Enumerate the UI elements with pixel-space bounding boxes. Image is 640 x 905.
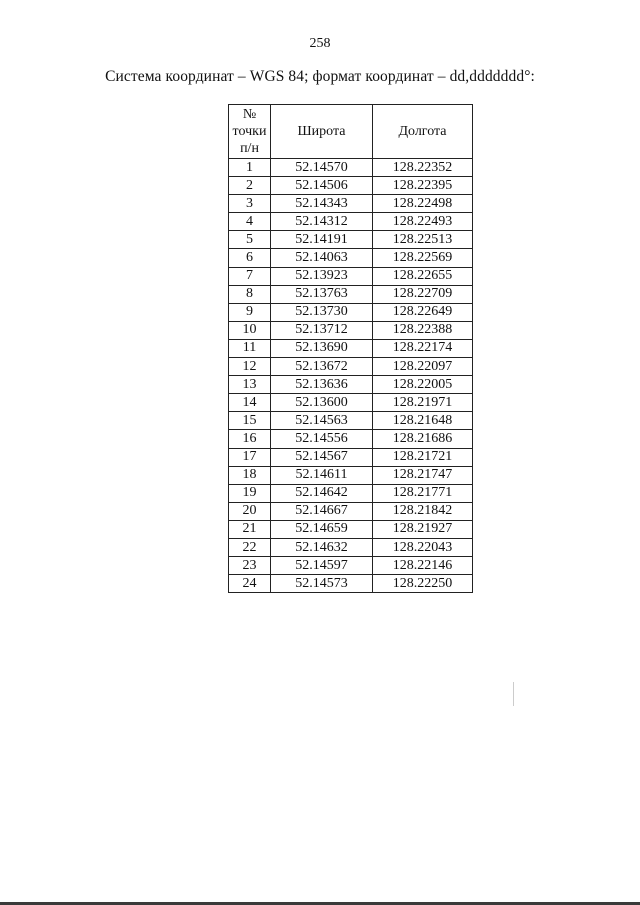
table-row	[229, 285, 473, 303]
point-number-cell: 8	[229, 285, 271, 303]
page-number: 258	[309, 36, 331, 51]
latitude-cell: 52.14570	[271, 159, 373, 177]
longitude-cell: 128.22146	[373, 557, 473, 575]
point-number-cell: 4	[229, 213, 271, 231]
latitude-cell: 52.13730	[271, 303, 373, 321]
point-number-cell: 9	[229, 303, 271, 321]
latitude-cell: 52.14191	[271, 231, 373, 249]
point-number-cell: 10	[229, 321, 271, 339]
latitude-cell: 52.13672	[271, 358, 373, 376]
table-row	[229, 394, 473, 412]
point-number-cell: 15	[229, 412, 271, 430]
latitude-cell: 52.14556	[271, 430, 373, 448]
point-number-cell: 23	[229, 557, 271, 575]
table-row	[229, 376, 473, 394]
longitude-cell: 128.22493	[373, 213, 473, 231]
coordinates-table	[228, 104, 473, 593]
latitude-cell: 52.13636	[271, 376, 373, 394]
point-number-cell: 12	[229, 358, 271, 376]
point-number-cell: 24	[229, 575, 271, 593]
longitude-cell: 128.21721	[373, 448, 473, 466]
latitude-cell: 52.14312	[271, 213, 373, 231]
latitude-cell: 52.13690	[271, 339, 373, 357]
table-row	[229, 195, 473, 213]
table-row	[229, 448, 473, 466]
table-row	[229, 213, 473, 231]
latitude-cell: 52.14659	[271, 520, 373, 538]
point-number-cell: 16	[229, 430, 271, 448]
latitude-cell: 52.14506	[271, 177, 373, 195]
table-row	[229, 358, 473, 376]
longitude-cell: 128.22005	[373, 376, 473, 394]
table-row	[229, 557, 473, 575]
longitude-cell: 128.21686	[373, 430, 473, 448]
longitude-cell: 128.22709	[373, 285, 473, 303]
latitude-cell: 52.13600	[271, 394, 373, 412]
point-number-cell: 22	[229, 538, 271, 556]
header-longitude: Долгота	[373, 105, 473, 159]
table-row	[229, 430, 473, 448]
longitude-cell: 128.22097	[373, 358, 473, 376]
latitude-cell: 52.14343	[271, 195, 373, 213]
longitude-cell: 128.21971	[373, 394, 473, 412]
latitude-cell: 52.14567	[271, 448, 373, 466]
point-number-cell: 3	[229, 195, 271, 213]
scan-artifact	[513, 682, 514, 706]
latitude-cell: 52.14611	[271, 466, 373, 484]
table-row	[229, 339, 473, 357]
longitude-cell: 128.22250	[373, 575, 473, 593]
latitude-cell: 52.14597	[271, 557, 373, 575]
table-row	[229, 231, 473, 249]
table-row	[229, 249, 473, 267]
point-number-cell: 20	[229, 502, 271, 520]
longitude-cell: 128.22649	[373, 303, 473, 321]
latitude-cell: 52.14667	[271, 502, 373, 520]
longitude-cell: 128.22569	[373, 249, 473, 267]
longitude-cell: 128.22513	[373, 231, 473, 249]
point-number-cell: 13	[229, 376, 271, 394]
table-row	[229, 466, 473, 484]
longitude-cell: 128.21648	[373, 412, 473, 430]
table-row	[229, 321, 473, 339]
longitude-cell: 128.21771	[373, 484, 473, 502]
longitude-cell: 128.22043	[373, 538, 473, 556]
longitude-cell: 128.21747	[373, 466, 473, 484]
table-row	[229, 177, 473, 195]
header-point-number-label: № точки п/н	[232, 107, 267, 156]
point-number-cell: 6	[229, 249, 271, 267]
point-number-cell: 1	[229, 159, 271, 177]
point-number-cell: 5	[229, 231, 271, 249]
latitude-cell: 52.14063	[271, 249, 373, 267]
table-row	[229, 575, 473, 593]
table-row	[229, 484, 473, 502]
point-number-cell: 19	[229, 484, 271, 502]
header-point-number	[229, 105, 271, 159]
point-number-cell: 11	[229, 339, 271, 357]
table-row	[229, 267, 473, 285]
table-row	[229, 303, 473, 321]
table-header-row	[229, 105, 473, 159]
point-number-cell: 2	[229, 177, 271, 195]
point-number-cell: 17	[229, 448, 271, 466]
table-row	[229, 412, 473, 430]
longitude-cell: 128.21842	[373, 502, 473, 520]
point-number-cell: 21	[229, 520, 271, 538]
latitude-cell: 52.13923	[271, 267, 373, 285]
point-number-cell: 14	[229, 394, 271, 412]
latitude-cell: 52.14563	[271, 412, 373, 430]
longitude-cell: 128.22498	[373, 195, 473, 213]
latitude-cell: 52.14642	[271, 484, 373, 502]
point-number-cell: 18	[229, 466, 271, 484]
coordinate-system-heading: Система координат – WGS 84; формат координат – dd,ddddddd°:	[105, 68, 535, 85]
table-row	[229, 538, 473, 556]
latitude-cell: 52.14573	[271, 575, 373, 593]
table-row	[229, 520, 473, 538]
table-row	[229, 159, 473, 177]
latitude-cell: 52.14632	[271, 538, 373, 556]
longitude-cell: 128.22395	[373, 177, 473, 195]
header-latitude: Широта	[271, 105, 373, 159]
latitude-cell: 52.13712	[271, 321, 373, 339]
longitude-cell: 128.22174	[373, 339, 473, 357]
table-row	[229, 502, 473, 520]
longitude-cell: 128.22352	[373, 159, 473, 177]
longitude-cell: 128.22655	[373, 267, 473, 285]
table-body	[229, 159, 473, 593]
longitude-cell: 128.22388	[373, 321, 473, 339]
latitude-cell: 52.13763	[271, 285, 373, 303]
longitude-cell: 128.21927	[373, 520, 473, 538]
point-number-cell: 7	[229, 267, 271, 285]
